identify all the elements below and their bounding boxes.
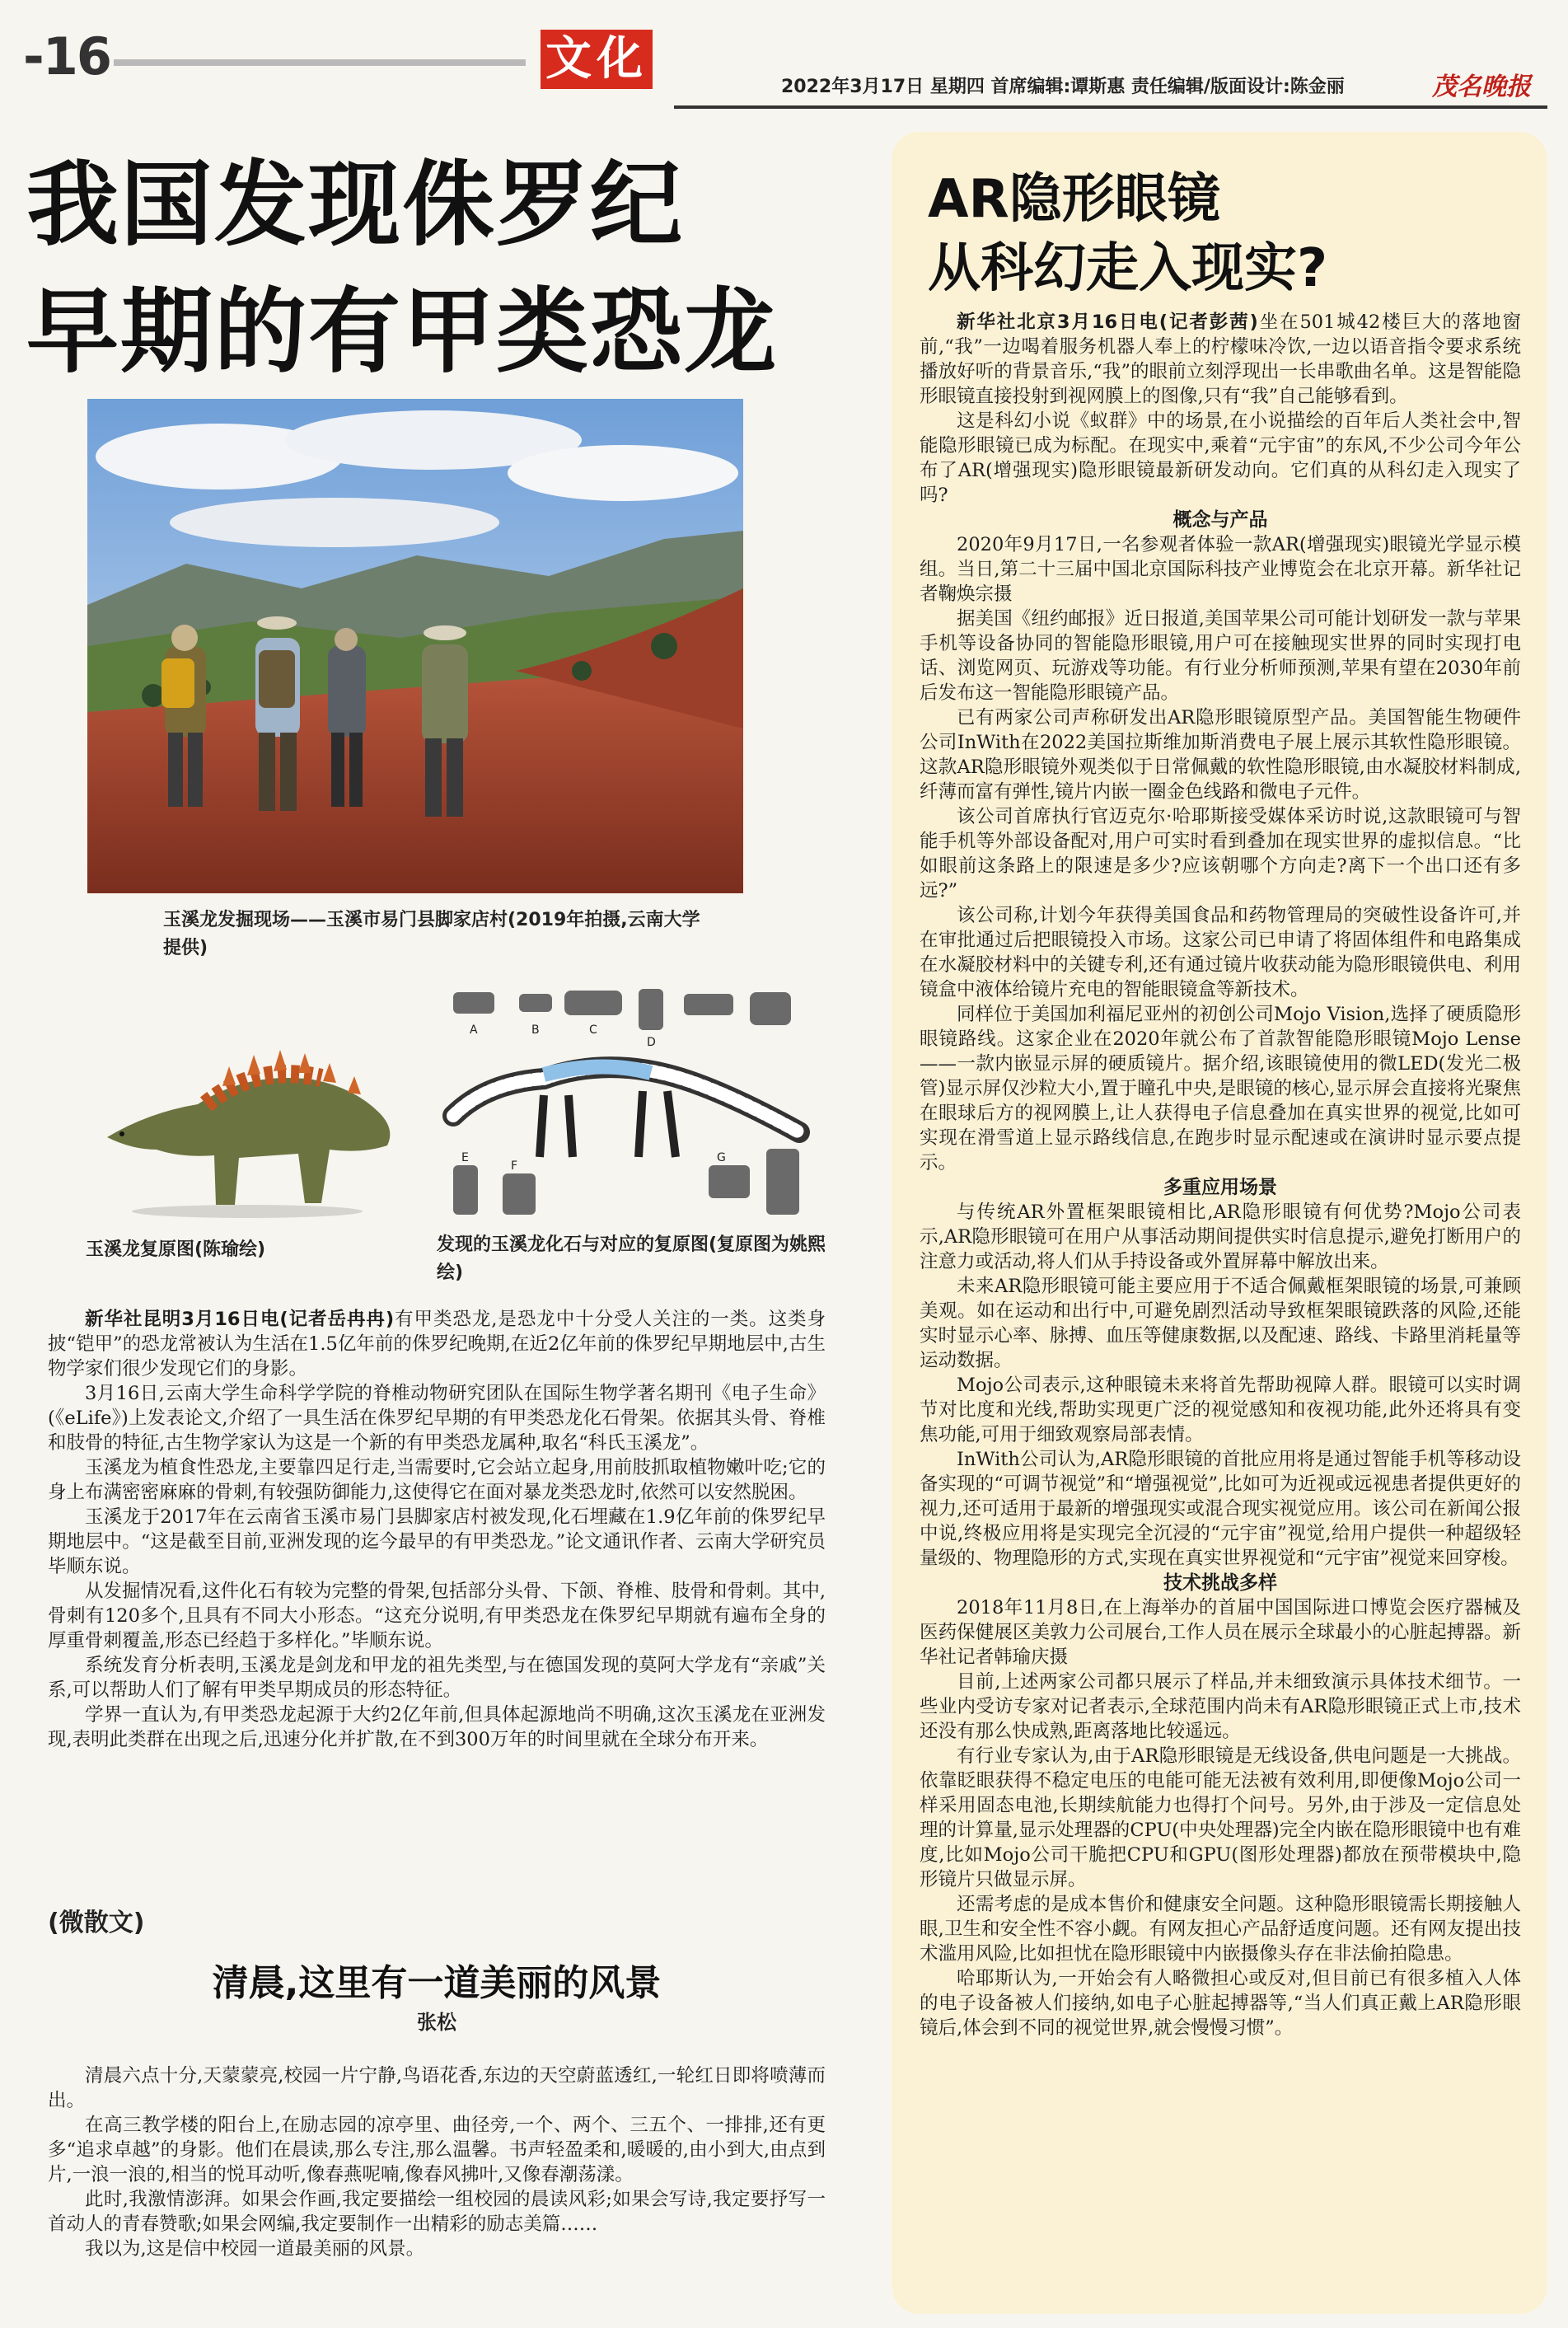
article-paragraph: 这是科幻小说《蚁群》中的场景,在小说描绘的百年后人类社会中,智能隐形眼镜已成为标配。在现实中,乘着“元宇宙”的东风,不少公司今年公布了AR(增强现实)隐形眼镜最新研发动向。它们真的从科幻走入现实了吗?	[920, 410, 1521, 506]
fossil-caption: 发现的玉溪龙化石与对应的复原图(复原图为姚熙绘)	[437, 1234, 826, 1283]
ar-article-headline: AR隐形眼镜 从科幻走入现实?	[928, 169, 1328, 299]
article-paragraph: 学界一直认为,有甲类恐龙起源于大约2亿年前,但具体起源地尚不明确,这次玉溪龙在亚洲发现,表明此类群在出现之后,迅速分化并扩散,在不到300万年的时间里就在全球分布开来。	[48, 1704, 826, 1750]
article-paragraph: 目前,上述两家公司都只展示了样品,并未细致演示具体技术细节。一些业内受访专家对记者表示,全球范围内尚未有AR隐形眼镜正式上市,技术还没有那么快成熟,距离落地比较遥远。	[920, 1671, 1521, 1742]
article-paragraph: 据美国《纽约邮报》近日报道,美国苹果公司可能计划研发一款与苹果手机等设备协同的智能隐形眼镜,用户可在接触现实世界的同时实现打电话、浏览网页、玩游戏等功能。有行业分析师预测,苹果有望在2030年前后发布这一智能隐形眼镜产品。	[920, 608, 1521, 704]
article-paragraph: 与传统AR外置框架眼镜相比,AR隐形眼镜有何优势?Mojo公司表示,AR隐形眼镜可在用户从事活动期间提供实时信息提示,避免打断用户的注意力或活动,将人们从手持设备或外置屏幕中解放出来。	[920, 1201, 1521, 1272]
fossil-label-c: C	[589, 1023, 597, 1037]
masthead	[23, 23, 1547, 114]
micro-essay-tag: (微散文)	[48, 1909, 145, 1937]
ar-article-body	[920, 310, 1521, 2040]
newspaper-logo: 茂名晚报	[1432, 73, 1531, 101]
essay-paragraph: 清晨六点十分,天蒙蒙亮,校园一片宁静,鸟语花香,东边的天空蔚蓝透红,一轮红日即将喷薄而出。	[48, 2065, 826, 2111]
reconstruction-caption: 玉溪龙复原图(陈瑜绘)	[86, 1239, 266, 1260]
masthead-divider	[114, 59, 526, 66]
micro-essay-author: 张松	[417, 2011, 456, 2034]
dateline: 新华社北京3月16日电(记者彭茜)	[957, 311, 1258, 333]
article-paragraph: 该公司称,计划今年获得美国食品和药物管理局的突破性设备许可,并在审批通过后把眼镜投入市场。这家公司已申请了将固体组件和电路集成在水凝胶材料中的关键专利,还有通过镜片收获动能为隐形眼镜供电、利用镜盒中液体给镜片充电的智能眼镜盒等新技术。	[920, 905, 1521, 1000]
fossil-diagram-image	[437, 984, 816, 1231]
article-paragraph: 2020年9月17日,一名参观者体验一款AR(增强现实)眼镜光学显示模组。当日,第二十三届中国北京国际科技产业博览会在北京开幕。新华社记者鞠焕宗摄	[920, 534, 1521, 605]
article-paragraph: 还需考虑的是成本售价和健康安全问题。这种隐形眼镜需长期接触人眼,卫生和安全性不容小觑。有网友担心产品舒适度问题。还有网友提出技术滥用风险,比如担忧在隐形眼镜中内嵌摄像头存在非法偷拍隐患。	[920, 1894, 1521, 1965]
date-editor-line: 2022年3月17日 星期四 首席编辑:谭斯惠 责任编辑/版面设计:陈金丽	[781, 77, 1345, 97]
article-paragraph: Mojo公司表示,这种眼镜未来将首先帮助视障人群。眼镜可以实时调节对比度和光线,帮助实现更广泛的视觉感知和夜视功能,此外还将具有变焦功能,可用于细致观察局部表情。	[920, 1375, 1521, 1445]
article-paragraph: 新华社北京3月16日电(记者彭茜)坐在501城42楼巨大的落地窗前,“我”一边喝着服务机器人奉上的柠檬味冷饮,一边以语音指令要求系统播放好听的背景音乐,“我”的眼前立刻浮现出一长串歌曲名单。这是智能隐形眼镜直接投射到视网膜上的图像,只有“我”自己能够看到。	[920, 311, 1522, 407]
section-tag: 文化	[541, 30, 653, 89]
fossil-label-b: B	[531, 1023, 540, 1037]
subheading-concept: 概念与产品	[1172, 509, 1268, 531]
article-headline: 我国发现侏罗纪 早期的有甲类恐龙	[26, 152, 778, 386]
dinosaur-article-body	[48, 1307, 826, 1752]
article-paragraph: 从发掘情况看,这件化石有较为完整的骨架,包括部分头骨、下颌、脊椎、肢骨和骨刺。其中,骨刺有120多个,且具有不同大小形态。“这充分说明,有甲类恐龙在侏罗纪早期就有遍布全身的厚重骨刺覆盖,形态已经趋于多样化。”毕顺东说。	[48, 1581, 826, 1651]
article-paragraph: 哈耶斯认为,一开始会有人略微担心或反对,但目前已有很多植入人体的电子设备被人们接纳,如电子心脏起搏器等,“当人们真正戴上AR隐形眼镜后,体会到不同的视觉世界,就会慢慢习惯”。	[920, 1968, 1521, 2039]
fossil-label-g: G	[717, 1151, 726, 1164]
dateline: 新华社昆明3月16日电(记者岳冉冉)	[85, 1309, 395, 1330]
page-number: -16	[23, 26, 111, 87]
article-paragraph: 有行业专家认为,由于AR隐形眼镜是无线设备,供电问题是一大挑战。依靠眨眼获得不稳定电压的电能可能无法被有效利用,即便像Mojo公司一样采用固态电池,长期续航能力也得打个问号。另外,由于涉及一定信息处理的计算量,显示处理器的CPU(中央处理器)完全内嵌在隐形眼镜中也有难度,比如Mojo公司干脆把CPU和GPU(图形处理器)都放在预带模块中,隐形镜片只做显示屏。	[920, 1745, 1521, 1890]
dinosaur-reconstruction-image	[82, 981, 412, 1228]
masthead-rule	[674, 105, 1547, 109]
fossil-label-e: E	[461, 1151, 469, 1164]
fossil-label-a: A	[470, 1023, 478, 1037]
article-paragraph: 2018年11月8日,在上海举办的首届中国国际进口博览会医疗器械及医药保健展区美敦力公司展台,工作人员在展示全球最小的心脏起搏器。新华社记者韩瑜庆摄	[920, 1597, 1521, 1668]
article-paragraph: 未来AR隐形眼镜可能主要应用于不适合佩戴框架眼镜的场景,可兼顾美观。如在运动和出行中,可避免剧烈活动导致框架眼镜跌落的风险,还能实时显示心率、脉搏、血压等健康数据,以及配速、路线、卡路里消耗量等运动数据。	[920, 1276, 1521, 1371]
essay-paragraph: 我以为,这是信中校园一道最美丽的风景。	[85, 2238, 425, 2260]
essay-paragraph: 此时,我激情澎湃。如果会作画,我定要描绘一组校园的晨读风彩;如果会写诗,我定要抒写一首动人的青春赞歌;如果会网编,我定要制作一出精彩的励志美篇……	[48, 2189, 826, 2235]
micro-essay-body	[48, 2063, 826, 2261]
article-paragraph: 3月16日,云南大学生命科学学院的脊椎动物研究团队在国际生物学著名期刊《电子生命》(《eLife》)上发表论文,介绍了一具生活在侏罗纪早期的有甲类恐龙化石骨架。依据其头骨、脊椎和肢骨的特征,古生物学家认为这是一个新的有甲类恐龙属种,取名“科氏玉溪龙”。	[48, 1383, 826, 1454]
essay-paragraph: 在高三教学楼的阳台上,在励志园的凉亭里、曲径旁,一个、两个、三五个、一排排,还有更多“追求卓越”的身影。他们在晨读,那么专注,那么温馨。书声轻盈柔和,暖暖的,由小到大,由点到片,一浪一浪的,相当的悦耳动听,像春燕呢喃,像春风拂叶,又像春潮荡漾。	[48, 2115, 826, 2185]
fossil-label-d: D	[647, 1036, 656, 1049]
article-paragraph: 同样位于美国加利福尼亚州的初创公司Mojo Vision,选择了硬质隐形眼镜路线。这家企业在2020年就公布了首款智能隐形眼镜Mojo Lense——一款内嵌显示屏的硬质镜片。据介绍,该眼镜使用的微LED(发光二极管)显示屏仅沙粒大小,置于瞳孔中央,是眼镜的核心,显示屏会直接将光聚焦在眼球后方的视网膜上,让人获得电子信息叠加在真实世界的视觉,比如可实现在滑雪道上显示路线信息,在跑步时显示配速或在演讲时显示要点提示。	[920, 1004, 1521, 1173]
fossil-label-f: F	[511, 1159, 518, 1173]
excavation-photo	[87, 399, 743, 893]
article-paragraph: 玉溪龙于2017年在云南省玉溪市易门县脚家店村被发现,化石埋藏在1.9亿年前的侏罗纪早期地层中。“这是截至目前,亚洲发现的迄今最早的有甲类恐龙。”论文通讯作者、云南大学研究员毕顺东说。	[48, 1506, 826, 1577]
ar-article-panel	[892, 132, 1547, 2314]
subheading-challenges: 技术挑战多样	[1163, 1572, 1277, 1594]
photo-caption: 玉溪龙发掘现场——玉溪市易门县脚家店村(2019年拍摄,云南大学提供)	[163, 910, 700, 958]
article-paragraph: 已有两家公司声称研发出AR隐形眼镜原型产品。美国智能生物硬件公司InWith在2022美国拉斯维加斯消费电子展上展示其软性隐形眼镜。这款AR隐形眼镜外观类似于日常佩戴的软性隐形眼镜,由水凝胶材料制成,纤薄而富有弹性,镜片内嵌一圈金色线路和微电子元件。	[920, 707, 1521, 803]
article-paragraph: InWith公司认为,AR隐形眼镜的首批应用将是通过智能手机等移动设备实现的“可调节视觉”和“增强视觉”,比如可为近视或远视患者提供更好的视力,还可适用于最新的增强现实或混合现实视觉应用。该公司在新闻公报中说,终极应用将是实现完全沉浸的“元宇宙”视觉,给用户提供一种超级轻量级的、物理隐形的方式,实现在真实世界视觉和“元宇宙”视觉来回穿梭。	[920, 1449, 1521, 1569]
micro-essay-title: 清晨,这里有一道美丽的风景	[212, 1962, 662, 2004]
article-paragraph: 系统发育分析表明,玉溪龙是剑龙和甲龙的祖先类型,与在德国发现的莫阿大学龙有“亲戚”关系,可以帮助人们了解有甲类早期成员的形态特征。	[48, 1655, 826, 1701]
article-paragraph: 该公司首席执行官迈克尔·哈耶斯接受媒体采访时说,这款眼镜可与智能手机等外部设备配对,用户可实时看到叠加在现实世界的虚拟信息。“比如眼前这条路上的限速是多少?应该朝哪个方向走?离下一个出口还有多远?”	[920, 806, 1521, 902]
article-paragraph: 玉溪龙为植食性恐龙,主要靠四足行走,当需要时,它会站立起身,用前肢抓取植物嫩叶吃;它的身上布满密密麻麻的骨刺,有较强防御能力,这使得它在面对暴龙类恐龙时,依然可以安然脱困。	[48, 1457, 826, 1503]
article-paragraph: 新华社昆明3月16日电(记者岳冉冉)有甲类恐龙,是恐龙中十分受人关注的一类。这类身披“铠甲”的恐龙常被认为生活在1.5亿年前的侏罗纪晚期,在近2亿年前的侏罗纪早期地层中,古生物学家们很少发现它们的身影。	[48, 1309, 826, 1379]
subheading-scenarios: 多重应用场景	[1163, 1177, 1277, 1198]
